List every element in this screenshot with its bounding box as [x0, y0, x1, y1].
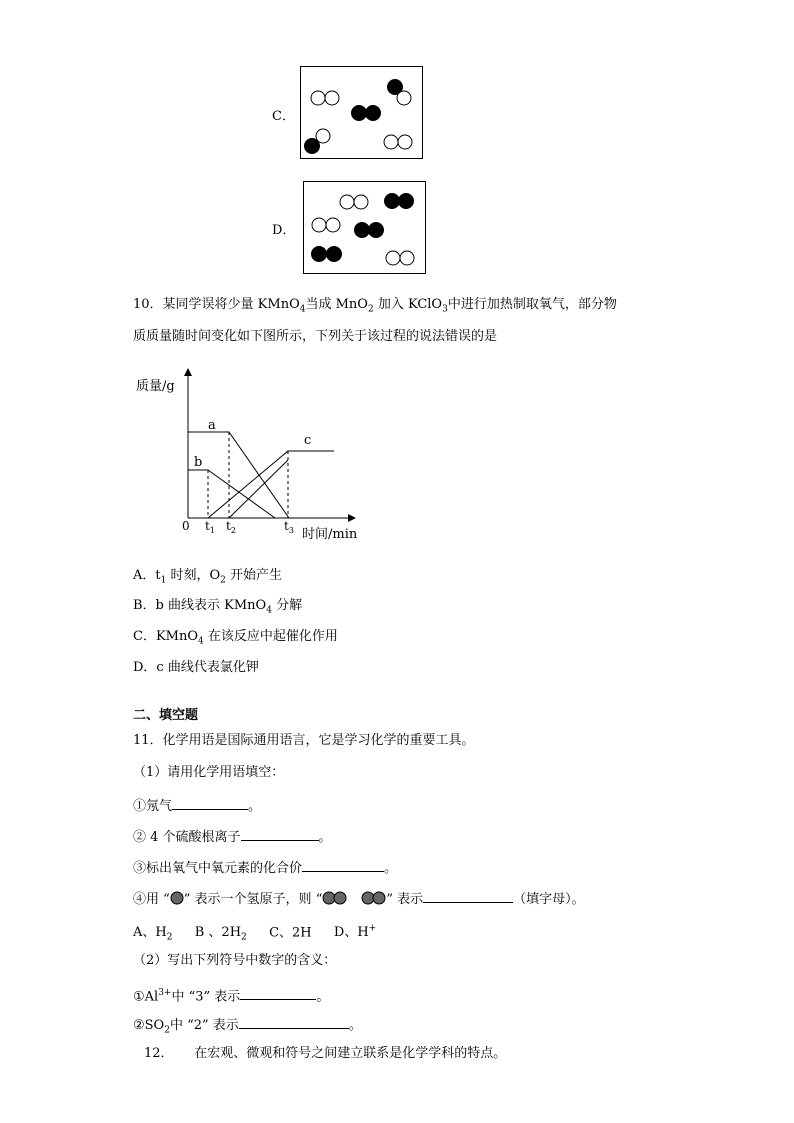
q11-j2: $②SO_2$中 “2” 表示 。 — [133, 1018, 362, 1036]
hydrogen-atom-icon — [170, 891, 184, 905]
choice-d[interactable]: D、H+ — [333, 924, 377, 941]
q10-option-d[interactable]: D．c 曲线代表氯化钾 — [133, 660, 259, 675]
q10-stem-line1: 10．某同学误将少量 KMnO$_4$当成 MnO$_2$ 加入 KClO$_3$中进行加热制取氧气，部分物 — [133, 297, 617, 315]
y-axis-label: 质量/g — [136, 379, 175, 394]
q11-intro: 11．化学用语是国际通用语言，它是学习化学的重要工具。 — [133, 733, 475, 748]
q11-j1: $①Al^{3+}$中 “3” 表示 。 — [133, 988, 330, 1005]
hydrogen-molecules-icon — [322, 891, 386, 905]
answer-blank-6[interactable] — [239, 1016, 349, 1029]
q10-option-b[interactable]: B．b 曲线表示 KMnO$_4$ 分解 — [133, 598, 303, 616]
answer-blank-3[interactable] — [302, 859, 384, 872]
choice-c[interactable]: C、2H — [269, 925, 312, 941]
mass-time-chart — [120, 362, 380, 552]
series-label-b: b — [194, 455, 203, 470]
tick-t3: $t_3$ — [284, 519, 294, 535]
series-label-a: a — [208, 418, 216, 433]
answer-blank-1[interactable] — [172, 797, 248, 810]
curve-a — [188, 432, 289, 518]
series-label-c: c — [304, 433, 312, 448]
curve-a-branch — [229, 460, 288, 518]
option-c-molecules — [301, 67, 421, 157]
q11-item3: ③标出氧气中氧元素的化合价 。 — [133, 861, 398, 876]
option-d-diagram — [303, 181, 426, 274]
section-heading: 二、填空题 — [133, 708, 199, 723]
q11-item4: ④用 “ ” 表示一个氢原子，则 “ ” 表示 （填字母）。 — [133, 892, 585, 907]
q11-item1: ①氖气 。 — [133, 799, 262, 814]
answer-blank-2[interactable] — [241, 828, 319, 841]
q10-option-c[interactable]: C．KMnO$_4$ 在该反应中起催化作用 — [133, 629, 338, 647]
q12-stem: 12． 在宏观、微观和符号之间建立联系是化学学科的特点。 — [144, 1046, 507, 1061]
q10-stem-line2: 质质量随时间变化如下图所示，下列关于该过程的说法错误的是 — [133, 329, 498, 344]
option-c-diagram — [300, 66, 423, 159]
x-axis-label: 时间/min — [302, 527, 358, 542]
curve-c — [208, 451, 334, 518]
q11-choices — [133, 921, 376, 946]
option-d-molecules — [304, 182, 424, 272]
tick-t2: $t_2$ — [226, 519, 236, 535]
q11-part2: （2）写出下列符号中数字的含义： — [133, 953, 337, 968]
q11-item2: ② 4 个硫酸根离子 。 — [133, 830, 332, 845]
choice-a[interactable]: A、$H_2$ — [133, 925, 173, 943]
choice-b[interactable]: B 、$2H_2$ — [194, 925, 247, 943]
option-c-label: C． — [272, 109, 295, 124]
option-d-label: D． — [272, 223, 296, 238]
answer-blank-5[interactable] — [240, 987, 316, 1000]
answer-blank-4[interactable] — [423, 890, 513, 903]
origin-label: 0 — [182, 519, 190, 533]
q11-part1: （1）请用化学用语填空： — [133, 765, 285, 780]
q10-option-a[interactable]: A．$t_1$ 时刻，$O_2$ 开始产生 — [133, 568, 283, 586]
curve-b — [188, 470, 275, 518]
tick-t1: $t_1$ — [205, 519, 215, 535]
